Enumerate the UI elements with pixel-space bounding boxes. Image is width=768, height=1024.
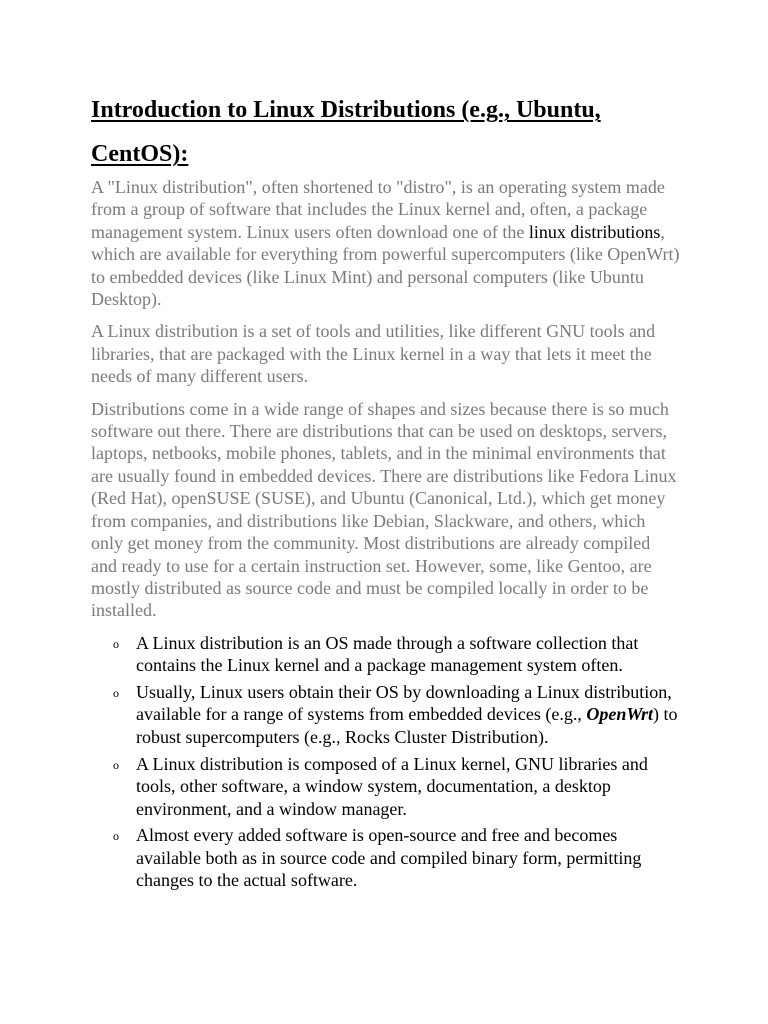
list-item-text-end: ) to robust supercomputers (e.g., Rocks Cluster Distribution). — [136, 704, 678, 747]
bullet-circle-icon: o — [113, 829, 119, 844]
document-title: Introduction to Linux Distributions (e.g., Ubuntu, CentOS): — [91, 97, 601, 167]
list-item — [91, 753, 680, 820]
list-item — [91, 632, 680, 677]
linux-distributions-link[interactable]: linux distributions — [528, 221, 661, 242]
list-item-text-start: Usually, Linux users obtain their OS by downloading a Linux distribution, available for a range of systems from embedded devices (e.g., — [136, 682, 672, 725]
bullet-circle-icon: o — [113, 686, 119, 701]
list-item-text: A Linux distribution is composed of a Linux kernel, GNU libraries and tools, other software, a window system, documentation, a desktop environment, and a window manager. — [136, 753, 648, 819]
bullet-circle-icon: o — [113, 757, 119, 772]
intro-paragraph-text-end: , which are available for everything from powerful supercomputers (like OpenWrt) to embedded devices (like Linux Mint) and personal computers (like Ubuntu Desktop). — [91, 221, 680, 310]
tools-paragraph: A Linux distribution is a set of tools and utilities, like different GNU tools and libraries, that are packaged with the Linux kernel in a way that lets it meet the needs of many different users. — [91, 321, 656, 387]
intro-paragraph-text-start: A "Linux distribution", often shortened to "distro", is an operating system made from a group of software that includes the Linux kernel and, often, a package management system. Linux users often download one of the — [91, 177, 665, 242]
openwrt-emphasis: OpenWrt — [586, 704, 654, 725]
list-item-text: Almost every added software is open-source and free and becomes available both as in source code and compiled binary form, permitting changes to the actual software. — [136, 825, 642, 891]
list-item — [91, 681, 680, 748]
summary-bullet-list — [91, 632, 680, 892]
list-item-text: A Linux distribution is an OS made through a software collection that contains the Linux kernel and a package management system often. — [136, 632, 639, 676]
distributions-paragraph: Distributions come in a wide range of shapes and sizes because there is so much software out there. There are distributions that can be used on desktops, servers, laptops, netbooks, mobile phones, tablets, and in the minimal environments that are usually found in embedded devices. There are distributions like Fedora Linux (Red Hat), openSUSE (SUSE), and Ubuntu (Canonical, Ltd.), which get money from companies, and distributions like Debian, Slackware, and others, which only get money from the community. Most distributions are already compiled and ready to use for a certain instruction set. However, some, like Gentoo, are mostly distributed as source code and must be compiled locally in order to be installed. — [91, 398, 677, 621]
bullet-circle-icon: o — [113, 636, 119, 651]
list-item — [91, 824, 680, 891]
intro-paragraph — [91, 176, 680, 310]
